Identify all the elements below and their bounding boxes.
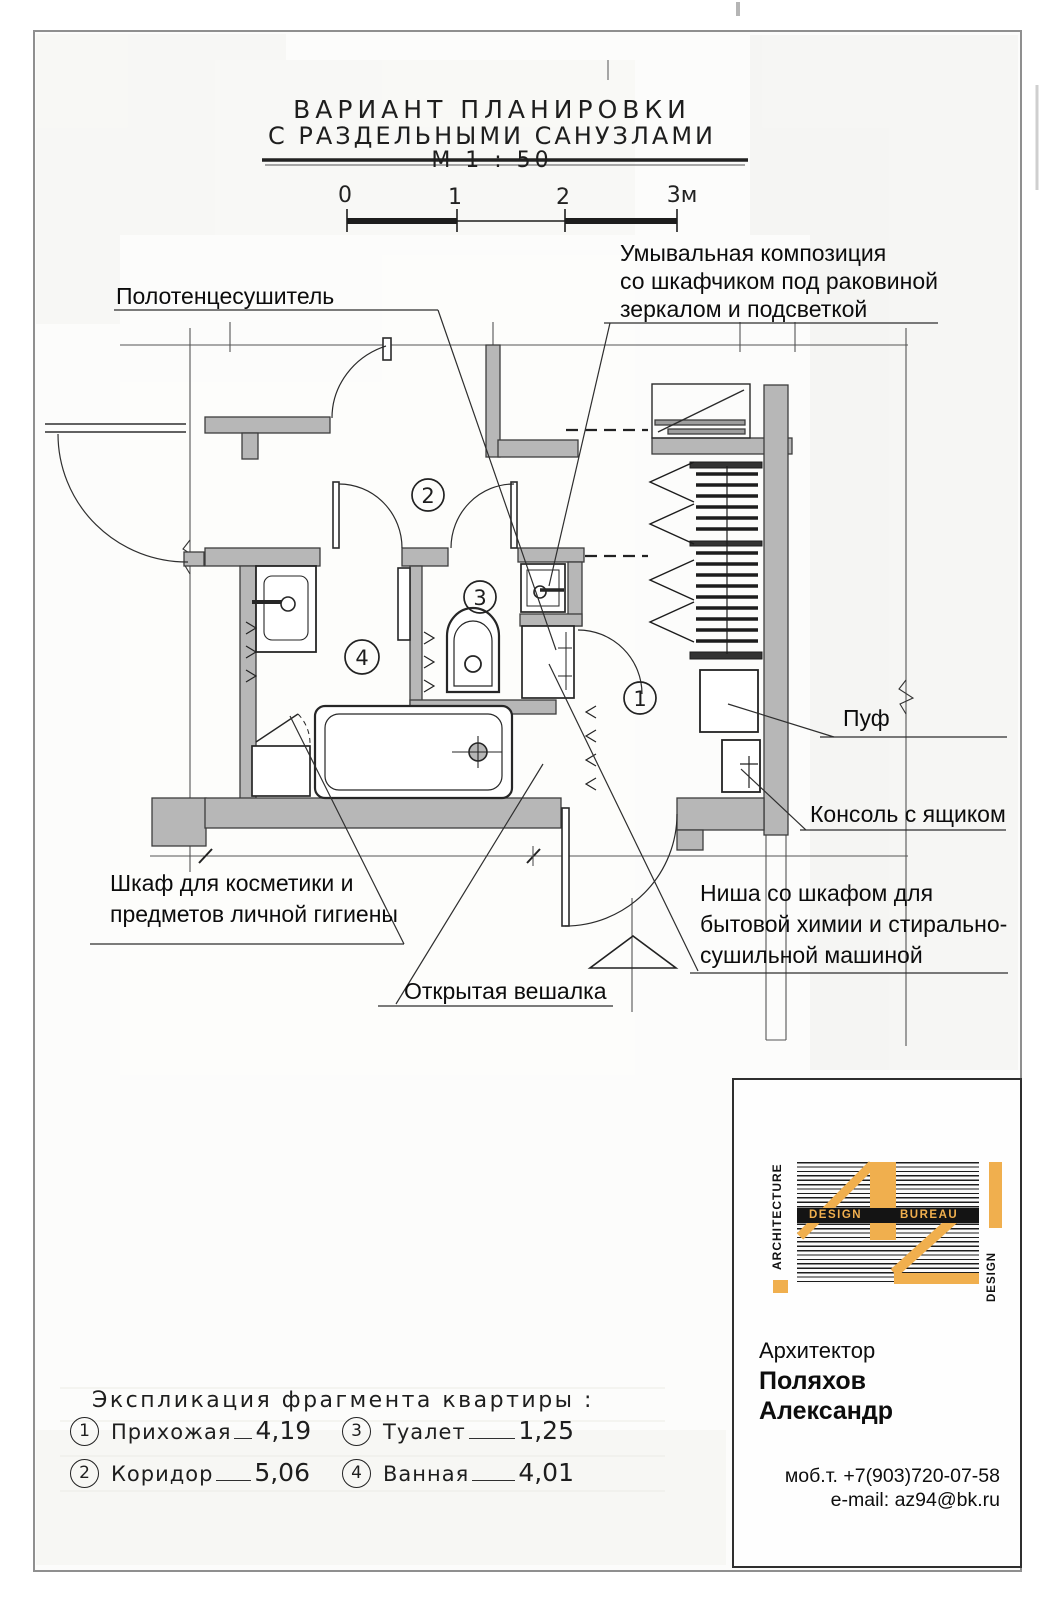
small-sink xyxy=(521,564,565,612)
svg-text:2: 2 xyxy=(421,484,435,508)
console-with-drawer xyxy=(722,740,760,792)
room-name: Коридор xyxy=(111,1462,214,1486)
scale-tick-0: 0 xyxy=(338,183,352,208)
scale-tick-1: 1 xyxy=(448,185,462,210)
room-number-bubble: 2 xyxy=(70,1459,99,1488)
room-area: 4,01 xyxy=(518,1458,574,1487)
logo-band-bureau: BUREAU xyxy=(900,1209,959,1221)
room-name: Туалет xyxy=(383,1420,466,1444)
architect-card xyxy=(732,1078,1022,1568)
room-number-bubble: 1 xyxy=(70,1417,99,1446)
svg-text:4: 4 xyxy=(355,646,369,670)
explication-row-1 xyxy=(70,1416,312,1446)
architect-contacts xyxy=(785,1464,1000,1512)
logo-right-bar xyxy=(989,1162,1002,1228)
scale-tick-3: 3м xyxy=(666,183,698,208)
room-name: Прихожая xyxy=(111,1420,232,1444)
label-cosmetics-line1: Шкаф для косметики и xyxy=(110,870,354,896)
label-console: Консоль с ящиком xyxy=(810,801,1006,827)
title-line-3: М 1 : 50 xyxy=(431,148,553,173)
architect-role: Архитектор xyxy=(759,1338,876,1363)
logo-left-square xyxy=(773,1280,788,1293)
label-niche-line3: сушильной машиной xyxy=(700,942,923,968)
dotted-filler xyxy=(472,1480,515,1481)
architect-surname: Поляхов xyxy=(759,1367,867,1395)
dotted-filler xyxy=(469,1438,516,1439)
room-name: Ванная xyxy=(383,1462,470,1486)
label-cosmetics-cabinet xyxy=(110,868,398,930)
label-sink-composition-line3: зеркалом и подсветкой xyxy=(620,296,868,322)
room-area: 4,19 xyxy=(255,1416,312,1445)
label-pouf: Пуф xyxy=(843,705,890,731)
towel-rail xyxy=(398,568,410,640)
label-sink-composition-line2: со шкафчиком под раковиной xyxy=(620,268,938,294)
drawing-title xyxy=(212,96,772,173)
utility-niche-cabinet xyxy=(522,626,574,698)
bathtub xyxy=(315,706,512,798)
title-line-1: ВАРИАНТ ПЛАНИРОВКИ xyxy=(293,95,691,124)
architect-email: e-mail: az94@bk.ru xyxy=(830,1489,1000,1511)
dotted-filler xyxy=(234,1438,252,1439)
room-area: 5,06 xyxy=(254,1458,310,1487)
toilet-wc xyxy=(447,608,499,692)
label-open-hanger: Открытая вешалка xyxy=(404,978,607,1004)
label-sink-composition-line1: Умывальная композиция xyxy=(620,240,887,266)
architect-phone: моб.т. +7(903)720-07-58 xyxy=(784,1465,1000,1487)
logo-architecture-text: ARCHITECTURE xyxy=(770,1163,784,1271)
svg-text:1: 1 xyxy=(633,687,647,711)
architect-firstname: Александр xyxy=(759,1397,894,1425)
room-area: 1,25 xyxy=(518,1416,574,1445)
explication-row-2 xyxy=(70,1458,310,1488)
logo-z-bottom-bar xyxy=(894,1273,979,1284)
explication-row-3 xyxy=(342,1416,574,1446)
label-cosmetics-line2: предметов личной гигиены xyxy=(110,901,398,927)
svg-text:3: 3 xyxy=(473,586,487,610)
title-line-2: С РАЗДЕЛЬНЫМИ САНУЗЛАМИ xyxy=(268,122,716,150)
label-niche-line2: бытовой химии и стирально- xyxy=(700,911,1008,937)
label-sink-composition xyxy=(620,239,938,323)
bathroom-sink xyxy=(252,566,316,652)
logo-a-vertical-bar xyxy=(870,1162,896,1240)
logo-design-text: DESIGN xyxy=(986,1251,998,1303)
label-utility-niche xyxy=(700,878,1007,971)
explication-heading: Экспликация фрагмента квартиры : xyxy=(92,1388,594,1413)
pouf xyxy=(700,670,758,732)
label-towel-rail: Полотенцесушитель xyxy=(116,283,335,309)
scale-tick-2: 2 xyxy=(556,185,570,210)
logo-band-design: DESIGN xyxy=(809,1209,863,1221)
room-number-bubble: 4 xyxy=(342,1459,371,1488)
explication-row-4 xyxy=(342,1458,574,1488)
logo-band xyxy=(797,1208,979,1223)
room-number-bubble: 3 xyxy=(342,1417,371,1446)
label-niche-line1: Ниша со шкафом для xyxy=(700,880,934,906)
dotted-filler xyxy=(216,1480,251,1481)
